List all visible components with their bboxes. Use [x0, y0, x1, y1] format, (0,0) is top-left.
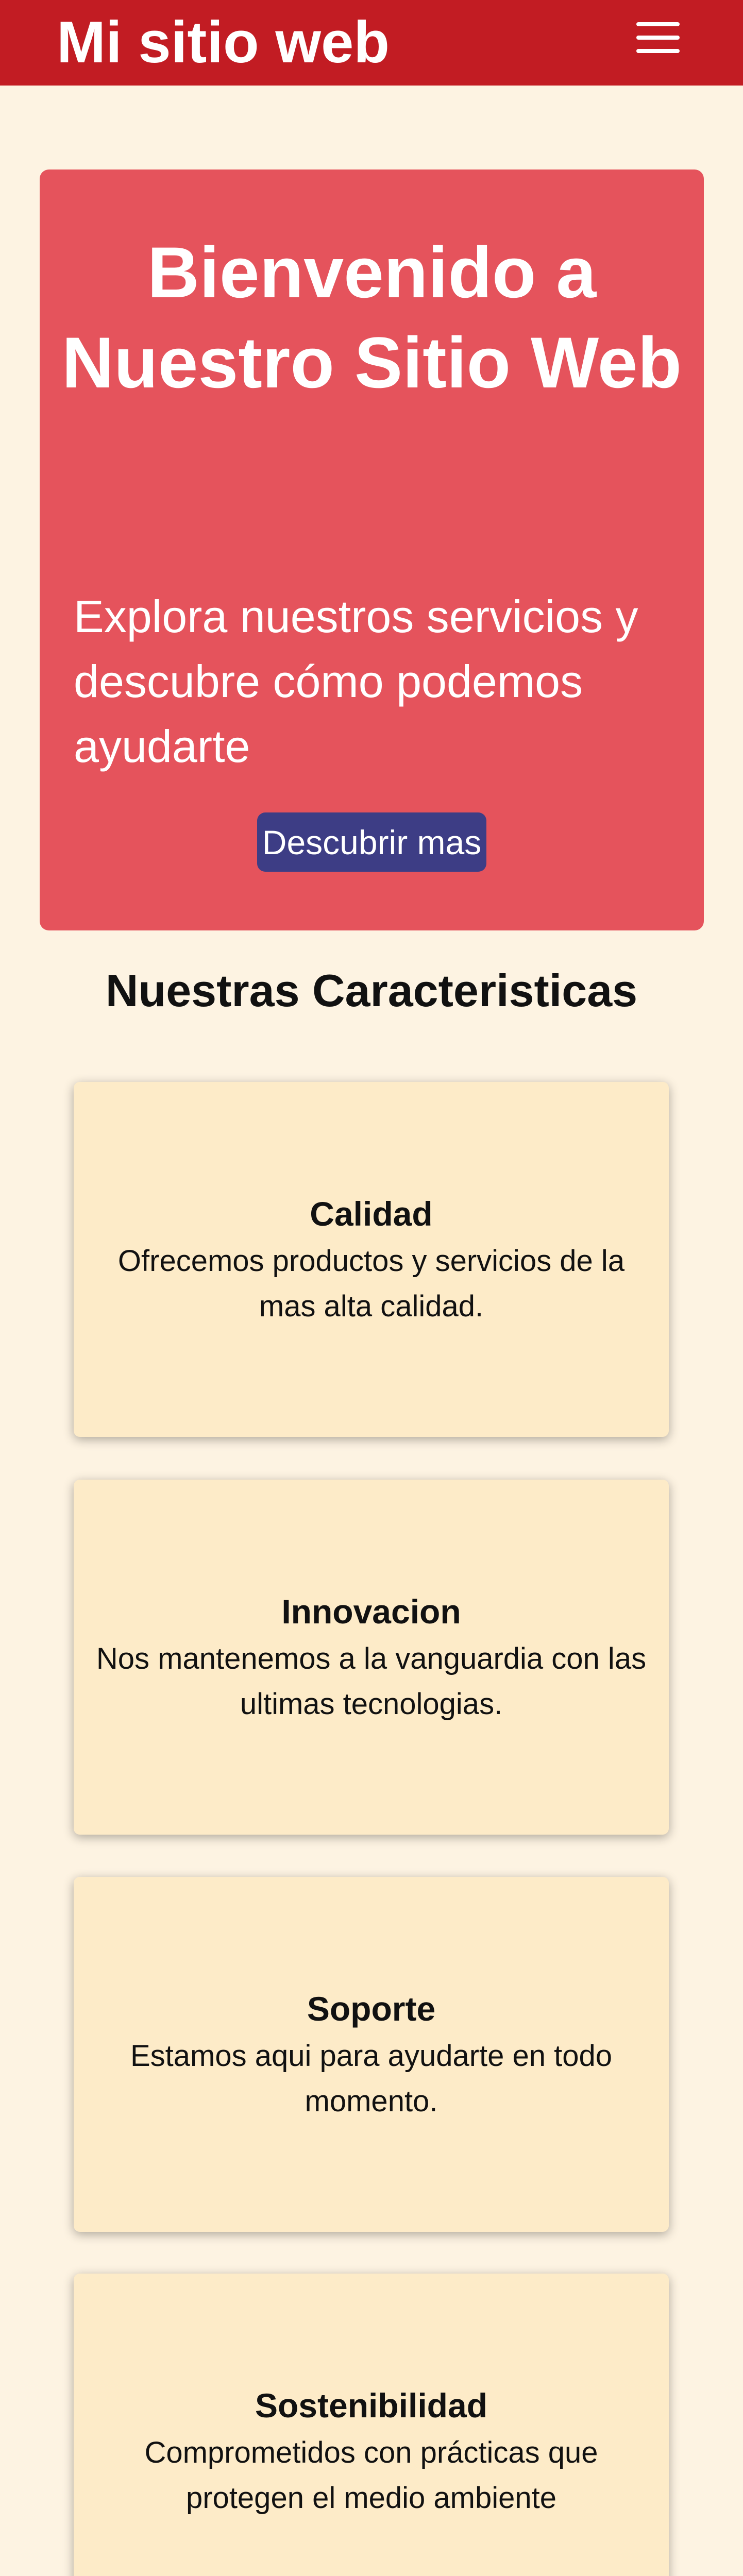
menu-bar [636, 49, 680, 53]
feature-card-description: Ofrecemos productos y servicios de la mas alta calidad. [117, 1244, 625, 1323]
feature-card-title: Soporte [307, 1990, 436, 2028]
feature-card-sostenibilidad [74, 2274, 669, 2576]
feature-card-title: Innovacion [281, 1592, 461, 1631]
feature-card-description: Comprometidos con prácticas que protegen el medio ambiente [144, 2436, 598, 2515]
feature-card-description: Nos mantenemos a la vanguardia con las ultimas tecnologias. [96, 1642, 647, 1721]
feature-card-innovacion [74, 1480, 669, 1835]
hero-subtitle: Explora nuestros servicios y descubre cómo podemos ayudarte [74, 591, 638, 772]
site-title[interactable]: Mi sitio web [57, 10, 390, 75]
site-header [0, 0, 743, 86]
discover-more-button[interactable]: Descubrir mas [257, 812, 486, 872]
hero-banner [40, 170, 704, 930]
features-heading: Nuestras Caracteristicas [105, 965, 638, 1016]
feature-card-title: Sostenibilidad [255, 2386, 488, 2425]
feature-card-soporte [74, 1877, 669, 2232]
hero-title: Bienvenido a Nuestro Sitio Web [61, 232, 682, 403]
menu-bar [636, 22, 680, 26]
menu-bar [636, 36, 680, 40]
feature-card-calidad [74, 1082, 669, 1437]
feature-card-title: Calidad [310, 1195, 433, 1233]
feature-card-description: Estamos aqui para ayudarte en todo momento. [130, 2039, 613, 2118]
hamburger-menu-icon[interactable] [633, 17, 683, 58]
